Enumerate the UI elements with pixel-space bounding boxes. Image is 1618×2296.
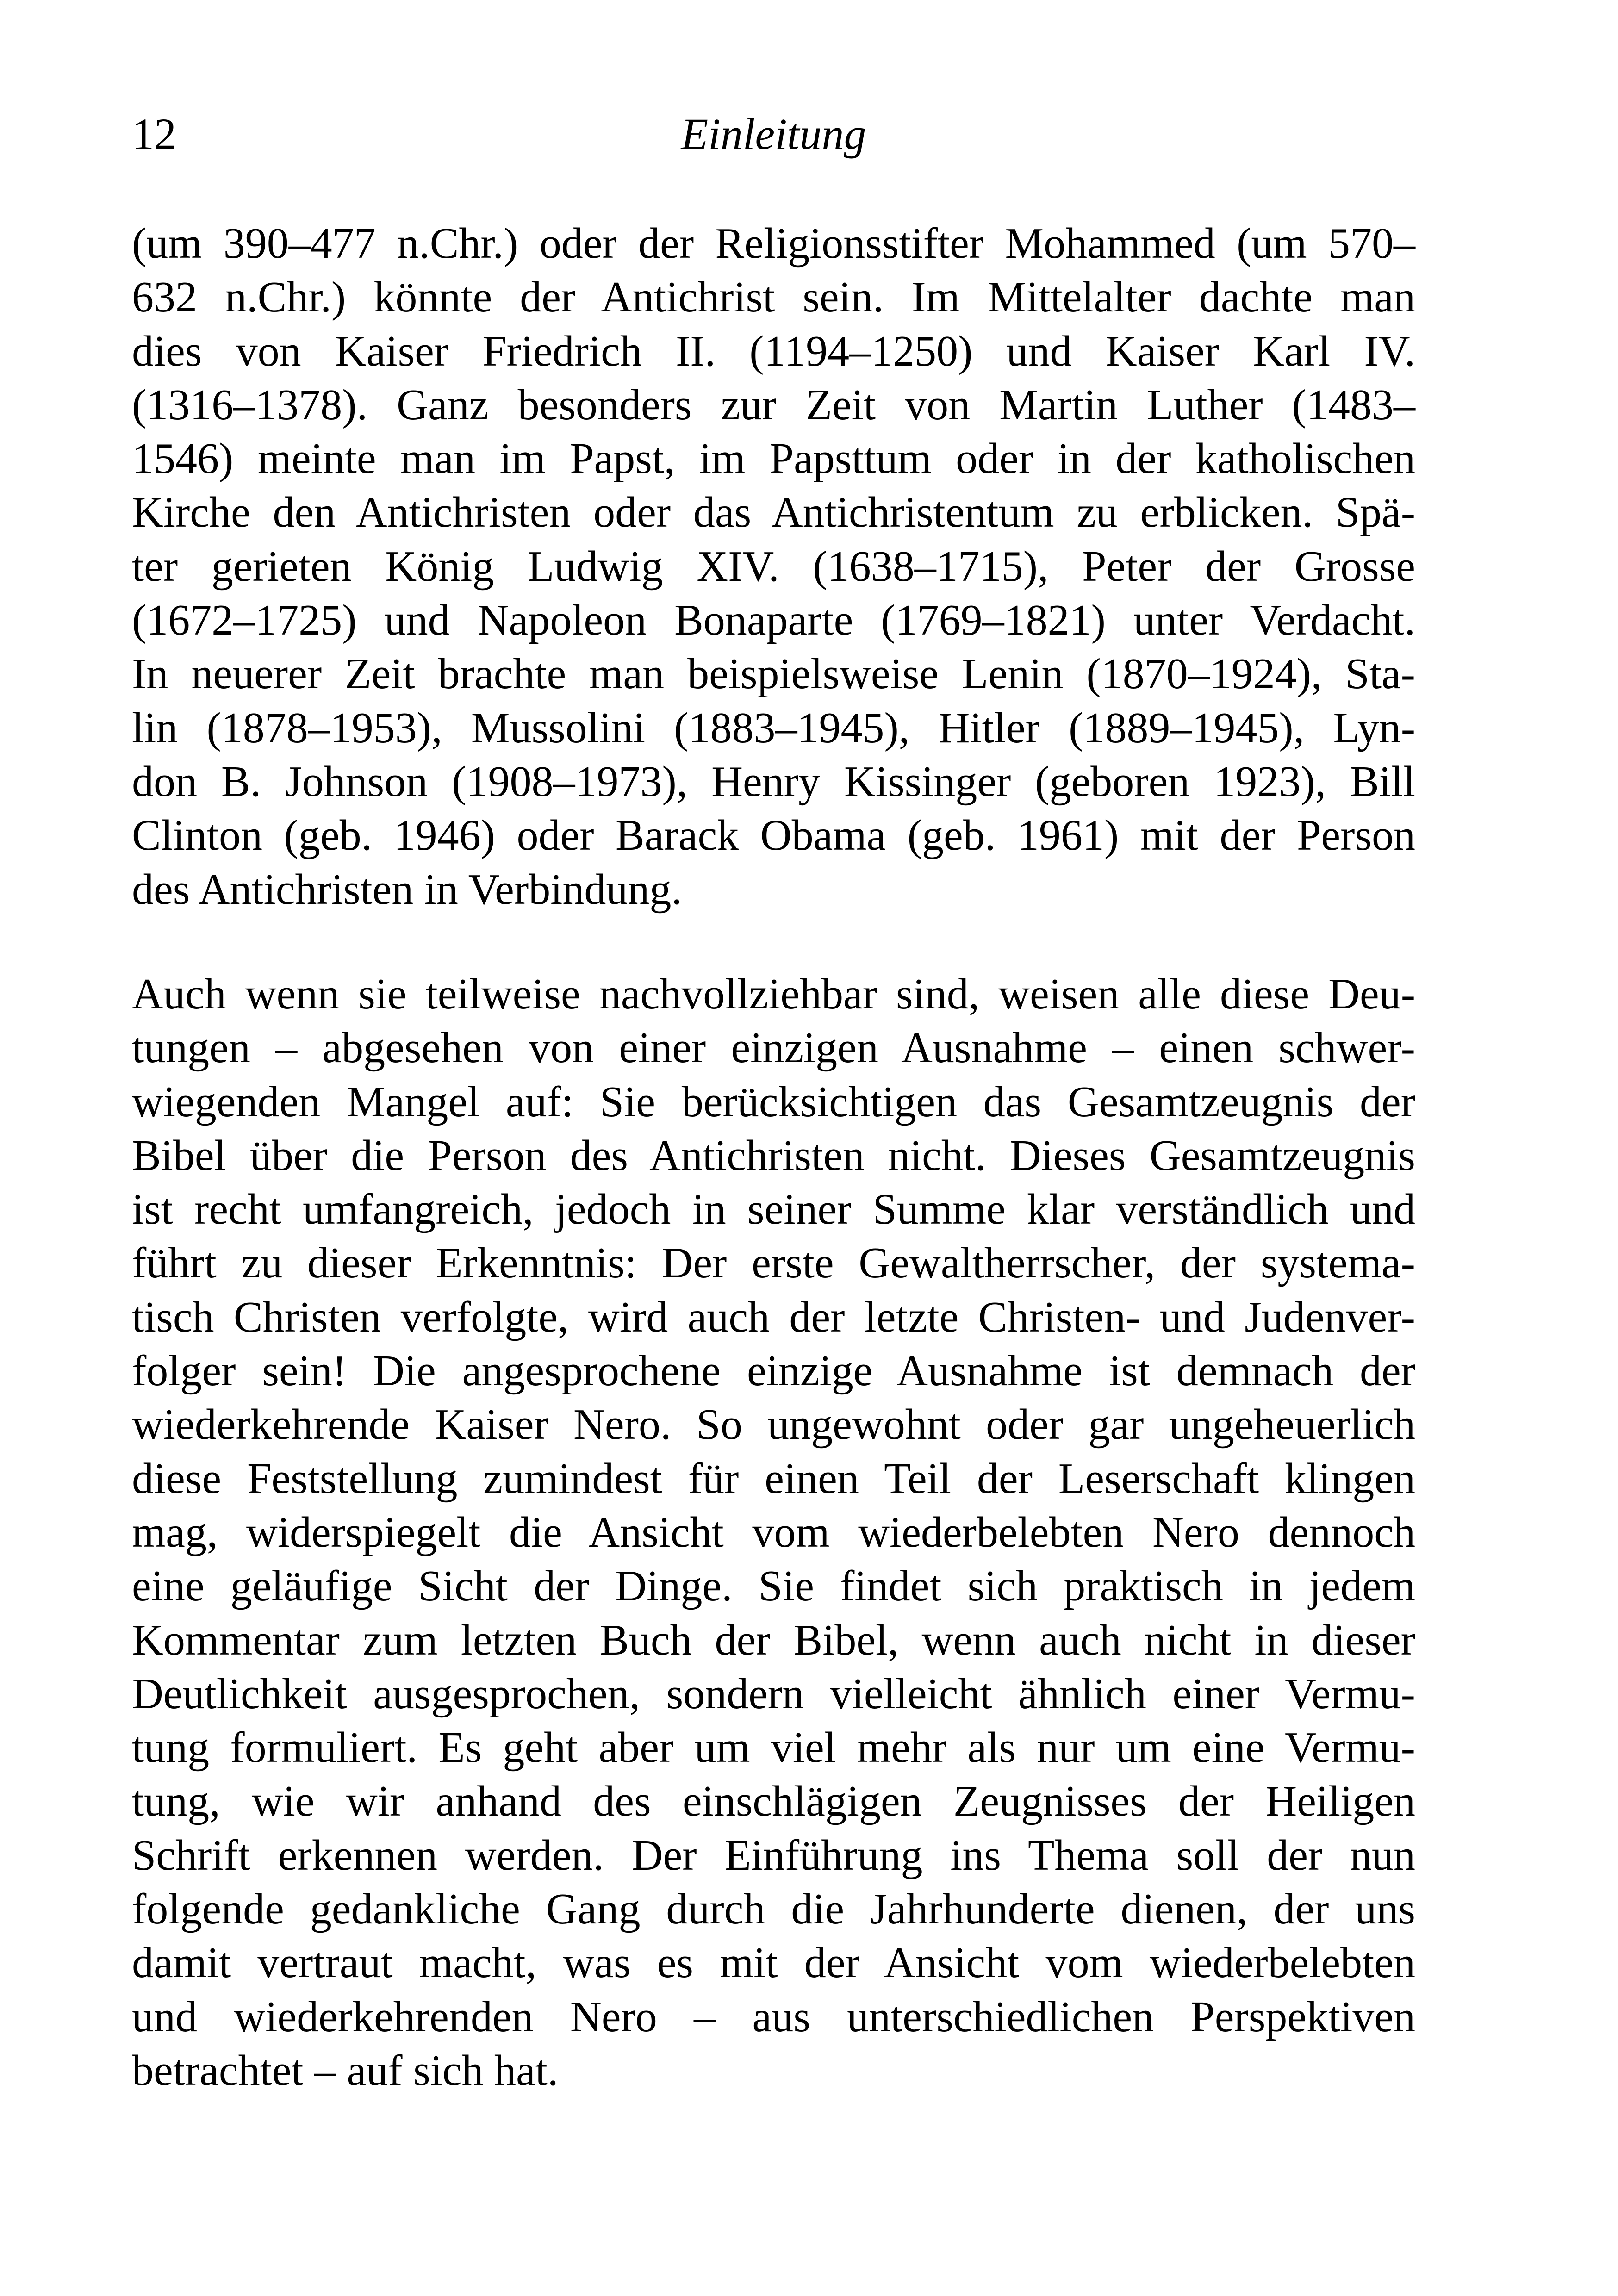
text-line: Schrift erkennen werden. Der Einführung ins Thema soll der nun xyxy=(132,1831,1415,1879)
page-number: 12 xyxy=(132,109,176,159)
text-line: Bibel über die Person des Antichristen nicht. Dieses Gesamtzeugnis xyxy=(132,1131,1415,1180)
text-line: betrachtet – auf sich hat. xyxy=(132,2046,559,2095)
chapter-title: Einleitung xyxy=(681,109,866,159)
text-line: dies von Kaiser Friedrich II. (1194–1250) und Kaiser Karl IV. xyxy=(132,327,1415,375)
text-line: lin (1878–1953), Mussolini (1883–1945), Hitler (1889–1945), Lyn- xyxy=(132,703,1415,752)
text-line: ter gerieten König Ludwig XIV. (1638–1715), Peter der Grosse xyxy=(132,542,1415,591)
text-line: und wiederkehrenden Nero – aus unterschiedlichen Perspektiven xyxy=(132,1992,1415,2041)
text-line: Kommentar zum letzten Buch der Bibel, wenn auch nicht in dieser xyxy=(132,1616,1415,1664)
text-line: Deutlichkeit ausgesprochen, sondern vielleicht ähnlich einer Vermu- xyxy=(132,1669,1415,1718)
text-line: des Antichristen in Verbindung. xyxy=(132,865,682,914)
text-line: Clinton (geb. 1946) oder Barack Obama (geb. 1961) mit der Person xyxy=(132,811,1415,860)
text-line: In neuerer Zeit brachte man beispielsweise Lenin (1870–1924), Sta- xyxy=(132,650,1415,698)
text-line: führt zu dieser Erkenntnis: Der erste Gewaltherrscher, der systema- xyxy=(132,1239,1415,1288)
text-line: tung, wie wir anhand des einschlägigen Zeugnisses der Heiligen xyxy=(132,1777,1415,1826)
text-line: wiegenden Mangel auf: Sie berücksichtigen das Gesamtzeugnis der xyxy=(132,1077,1415,1126)
text-line: ist recht umfangreich, jedoch in seiner Summe klar verständlich und xyxy=(132,1185,1415,1234)
text-line: tisch Christen verfolgte, wird auch der letzte Christen- und Judenver- xyxy=(132,1293,1415,1341)
text-line: Kirche den Antichristen oder das Antichristentum zu erblicken. Spä- xyxy=(132,488,1415,537)
text-line: don B. Johnson (1908–1973), Henry Kissinger (geboren 1923), Bill xyxy=(132,757,1415,806)
text-line: damit vertraut macht, was es mit der Ansicht vom wiederbelebten xyxy=(132,1939,1415,1987)
text-line: (1316–1378). Ganz besonders zur Zeit von Martin Luther (1483– xyxy=(132,380,1415,429)
text-line: folger sein! Die angesprochene einzige Ausnahme ist demnach der xyxy=(132,1347,1415,1395)
text-line: (1672–1725) und Napoleon Bonaparte (1769–1821) unter Verdacht. xyxy=(132,596,1415,645)
text-line: eine geläufige Sicht der Dinge. Sie findet sich praktisch in jedem xyxy=(132,1562,1415,1611)
text-line: diese Feststellung zumindest für einen Teil der Leserschaft klingen xyxy=(132,1454,1415,1503)
text-line: tungen – abgesehen von einer einzigen Ausnahme – einen schwer- xyxy=(132,1024,1415,1072)
text-line: wiederkehrende Kaiser Nero. So ungewohnt oder gar ungeheuerlich xyxy=(132,1400,1415,1449)
running-header xyxy=(132,106,1415,162)
text-line: (um 390–477 n.Chr.) oder der Religionsstifter Mohammed (um 570– xyxy=(132,219,1415,268)
text-line: 632 n.Chr.) könnte der Antichrist sein. Im Mittelalter dachte man xyxy=(132,273,1415,322)
paragraph-2 xyxy=(132,967,1415,2097)
text-line: Auch wenn sie teilweise nachvollziehbar sind, weisen alle diese Deu- xyxy=(132,970,1415,1018)
text-line: folgende gedankliche Gang durch die Jahrhunderte dienen, der uns xyxy=(132,1885,1415,1934)
text-line: tung formuliert. Es geht aber um viel mehr als nur um eine Vermu- xyxy=(132,1724,1415,1772)
text-line: 1546) meinte man im Papst, im Papsttum oder in der katholischen xyxy=(132,435,1415,483)
paragraph-1 xyxy=(132,217,1415,916)
text-line: mag, widerspiegelt die Ansicht vom wiederbelebten Nero dennoch xyxy=(132,1508,1415,1556)
